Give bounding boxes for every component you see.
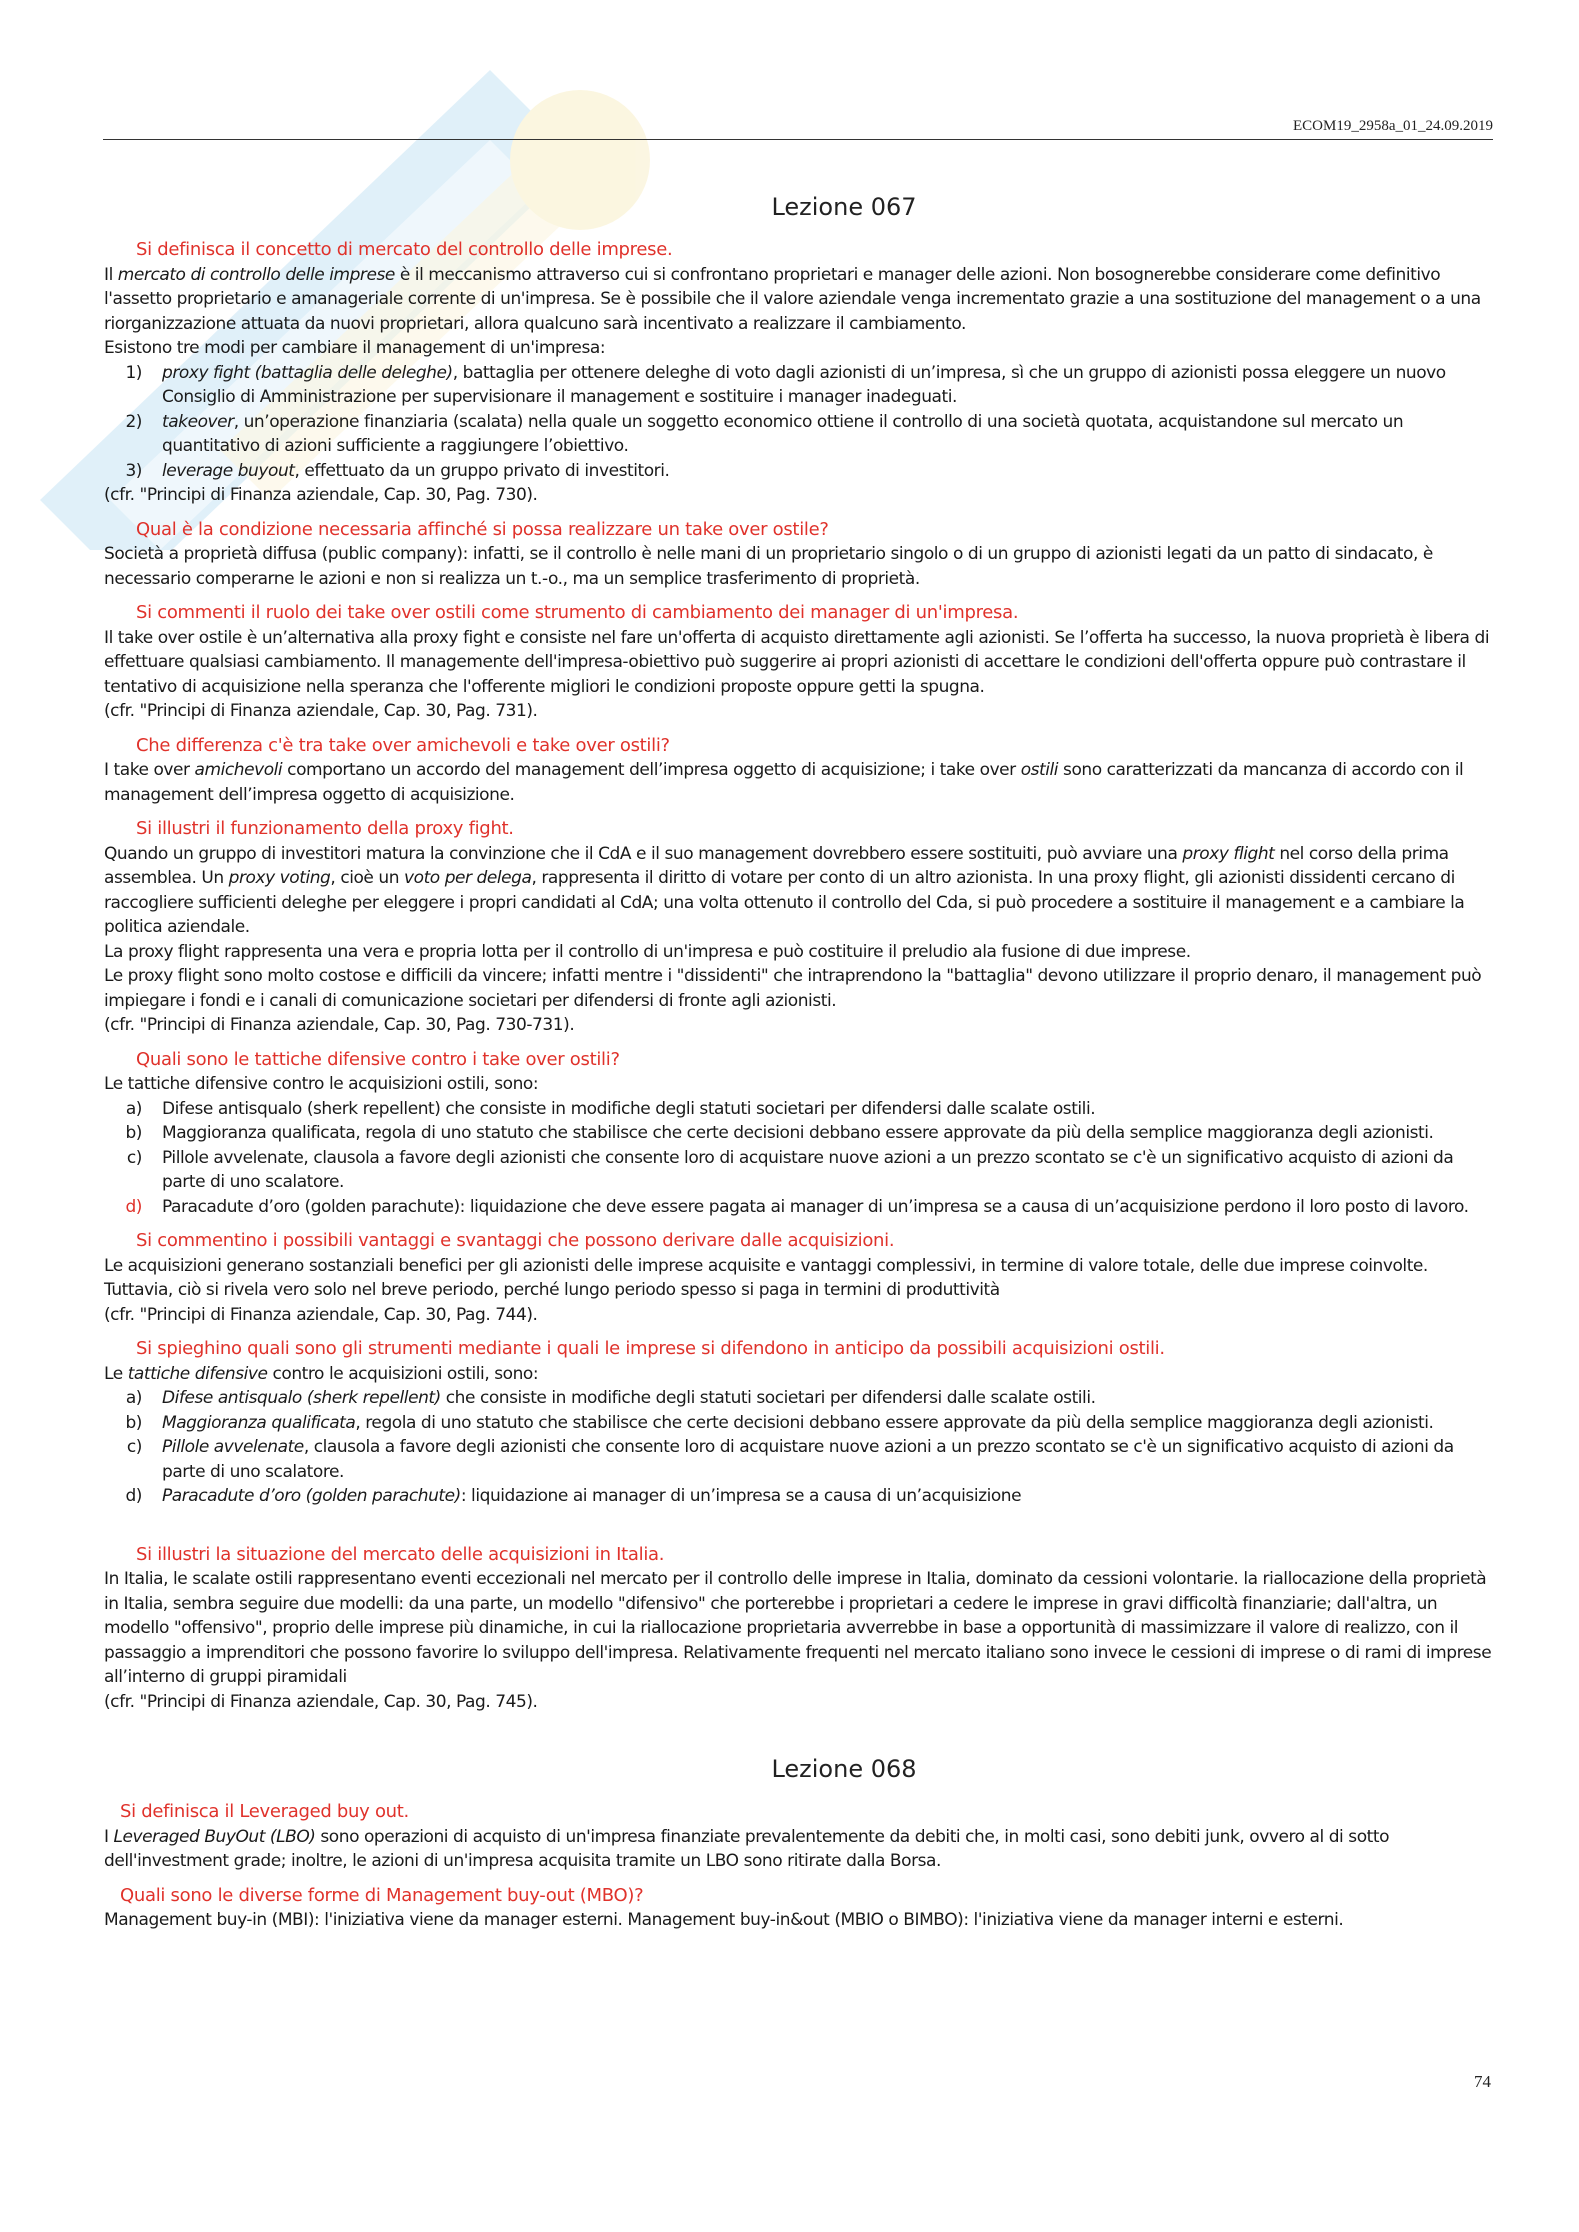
list-item: c) Pillole avvelenate, clausola a favore degli azionisti che consente loro di acquistare nuove azioni a un prezzo scontato se c'è un significativo acquisto di azioni da parte di uno scalatore. [126,1437,1454,1482]
question-heading: Che differenza c'è tra take over amichevoli e take over ostili? [136,734,670,756]
question-heading: Si commenti il ruolo dei take over ostili come strumento di cambiamento dei manager di un'impresa. [136,602,1019,623]
document-body [104,178,1494,1933]
answer-paragraph: I take over amichevoli comportano un accordo del management dell’impresa oggetto di acquisizione; i take over ostili sono caratterizzati da mancanza di accordo con il management dell’impresa oggetto di acquisizione. [104,760,1464,805]
list-item: c) Pillole avvelenate, clausola a favore degli azionisti che consente loro di acquistare nuove azioni a un prezzo scontato se c'è un significativo acquisto di azioni da parte di uno scalatore. [126,1147,1454,1192]
question-heading: Si illustri la situazione del mercato delle acquisizioni in Italia. [136,1543,665,1565]
question-heading: Quali sono le diverse forme di Management buy-out (MBO)? [120,1884,644,1906]
list-item: b) Maggioranza qualificata, regola di uno statuto che stabilisce che certe decisioni debbano essere approvate da più della semplice maggioranza degli azionisti. [125,1412,1434,1433]
list-item: 3) leverage buyout, effettuato da un gruppo privato di investitori. [125,460,670,481]
lettered-list [104,1386,1494,1509]
list-item: d) Paracadute d’oro (golden parachute): liquidazione ai manager di un’impresa se a causa di un’acquisizione [125,1486,1022,1506]
lettered-list [104,1097,1494,1220]
lesson-title: Lezione 068 [771,1755,917,1783]
question-heading: Si illustri il funzionamento della proxy fight. [136,818,514,839]
question-heading: Si commentino i possibili vantaggi e svantaggi che possono derivare dalle acquisizioni. [136,1230,895,1251]
answer-paragraph: I Leveraged BuyOut (LBO) sono operazioni di acquisto di un'impresa finanziate prevalentemente da debiti che, in molti casi, sono debiti junk, ovvero al di sotto dell'investment grade; inoltre, le azioni di un'impresa acquisita tramite un LBO sono ritirate dalla Borsa. [104,1826,1390,1871]
header-rule [103,139,1493,140]
list-item: b) Maggioranza qualificata, regola di uno statuto che stabilisce che certe decisioni debbano essere approvate da più della semplice maggioranza degli azionisti. [125,1123,1434,1143]
answer-paragraph: La proxy flight rappresenta una vera e propria lotta per il controllo di un'impresa e può costituire il preludio ala fusione di due imprese. [104,941,1191,962]
reference: (cfr. "Principi di Finanza aziendale, Cap. 30, Pag. 730-731). [104,1015,575,1035]
answer-paragraph: Le tattiche difensive contro le acquisizioni ostili, sono: [104,1074,539,1094]
question-heading: Si definisca il concetto di mercato del controllo delle imprese. [136,239,673,260]
answer-paragraph: Il take over ostile è un’alternativa alla proxy fight e consiste nel fare un'offerta di acquisto direttamente agli azionisti. Se l’offerta ha successo, la nuova proprietà è libera di effettuare qualsiasi cambiamento. Il managemente dell'impresa-obiettivo può suggerire ai propri azionisti di accettare le condizioni dell'offerta oppure può contrastare il tentativo di acquisizione nella speranza che l'offerente migliori le condizioni proposte oppure getti la spugna. [104,627,1490,697]
answer-paragraph: In Italia, le scalate ostili rappresentano eventi eccezionali nel mercato per il controllo delle imprese in Italia, dominato da cessioni volontarie. la riallocazione della proprietà in Italia, sembra seguire due modelli: da una parte, un modello "difensivo" che porterebbe i proprietari a cedere le imprese in gravi difficoltà finanziarie; dall'altra, un modello "offensivo", proprio delle imprese più dinamiche, in cui la riallocazione proprietaria avverrebbe in base a opportunità di massimizzare il valore di realizzo, con il passaggio a imprenditori che possono favorire lo sviluppo dell'impresa. Relativamente frequenti nel mercato italiano sono invece le cessioni di imprese o di rami di imprese all’interno di gruppi piramidali [104,1569,1492,1687]
answer-paragraph: Le proxy flight sono molto costose e difficili da vincere; infatti mentre i "dissidenti" che intraprendono la "battaglia" devono utilizzare il proprio denaro, il management può impiegare i fondi e i canali di comunicazione societari per difendersi di fronte agli azionisti. [104,966,1482,1011]
question-heading: Qual è la condizione necessaria affinché si possa realizzare un take over ostile? [136,518,829,540]
numbered-list [104,361,1494,484]
answer-paragraph: Le acquisizioni generano sostanziali benefici per gli azionisti delle imprese acquisite e vantaggi complessivi, in termine di valore totale, delle due imprese coinvolte. Tuttavia, ciò si rivela vero solo nel breve periodo, perché lungo periodo spesso si paga in termini di produttività [104,1255,1428,1300]
answer-paragraph: Le tattiche difensive contro le acquisizioni ostili, sono: [104,1363,539,1384]
list-item: a) Difese antisqualo (sherk repellent) che consiste in modifiche degli statuti societari per difendersi dalle scalate ostili. [125,1098,1096,1119]
list-item: 2) takeover, un’operazione finanziaria (scalata) nella quale un soggetto economico ottiene il controllo di una società quotata, acquistandone sul mercato un quantitativo di azioni sufficiente a raggiungere l’obiettivo. [125,411,1404,456]
page-number: 74 [1474,2072,1491,2091]
question-heading: Si definisca il Leveraged buy out. [120,1801,409,1822]
question-heading: Si spieghino quali sono gli strumenti mediante i quali le imprese si difendono in anticipo da possibili acquisizioni ostili. [136,1338,1165,1359]
reference: (cfr. "Principi di Finanza aziendale, Cap. 30, Pag. 745). [104,1691,538,1712]
reference: (cfr. "Principi di Finanza aziendale, Cap. 30, Pag. 744). [104,1304,538,1325]
answer-paragraph: Quando un gruppo di investitori matura la convinzione che il CdA e il suo management dovrebbero essere sostituiti, può avviare una proxy flight nel corso della prima assemblea. Un proxy voting, cioè un voto per delega, rappresenta il diritto di votare per conto di un altro azionista. In una proxy flight, gli azionisti dissidenti cercano di raccogliere sufficienti deleghe per eleggere i propri candidati al CdA; una volta ottenuto il controllo del Cda, si può procedere a sostituire il management e a cambiare la politica aziendale. [104,843,1465,937]
answer-paragraph: Società a proprietà diffusa (public company): infatti, se il controllo è nelle mani di un proprietario singolo o di un gruppo di azionisti legati da un patto di sindacato, è necessario comperarne le azioni e non si realizza un t.-o., ma un semplice trasferimento di proprietà. [104,544,1433,589]
lesson-title: Lezione 067 [771,193,917,221]
list-item: a) Difese antisqualo (sherk repellent) che consiste in modifiche degli statuti societari per difendersi dalle scalate ostili. [125,1388,1096,1408]
reference: (cfr. "Principi di Finanza aziendale, Cap. 30, Pag. 730). [104,485,538,505]
list-item: d) Paracadute d’oro (golden parachute): liquidazione che deve essere pagata ai manager di un’impresa se a causa di un’acquisizione perdono il loro posto di lavoro. [125,1196,1469,1217]
answer-paragraph: Esistono tre modi per cambiare il management di un'impresa: [104,338,606,358]
answer-paragraph: Il mercato di controllo delle imprese è il meccanismo attraverso cui si confrontano proprietari e manager delle azioni. Non bosognerebbe considerare come definitivo l'assetto proprietario e amanageriale corrente di un'impresa. Se è possibile che il valore aziendale venga incrementato grazie a una sostituzione del management o a una riorganizzazione attuata da nuovi proprietari, allora qualcuno sarà incentivato a realizzare il cambiamento. [104,264,1481,334]
question-heading: Quali sono le tattiche difensive contro i take over ostili? [136,1048,620,1070]
answer-paragraph: Management buy-in (MBI): l'iniziativa viene da manager esterni. Management buy-in&out (MBIO o BIMBO): l'iniziativa viene da manager interni e esterni. [104,1910,1344,1930]
reference: (cfr. "Principi di Finanza aziendale, Cap. 30, Pag. 731). [104,701,538,721]
document-code: ECOM19_2958a_01_24.09.2019 [1293,118,1493,134]
list-item: 1) proxy fight (battaglia delle deleghe), battaglia per ottenere deleghe di voto dagli azionisti di un’impresa, sì che un gruppo di azionisti possa eleggere un nuovo Consiglio di Amministrazione per supervisionare il management e sostituire i manager inadeguati. [125,362,1446,407]
